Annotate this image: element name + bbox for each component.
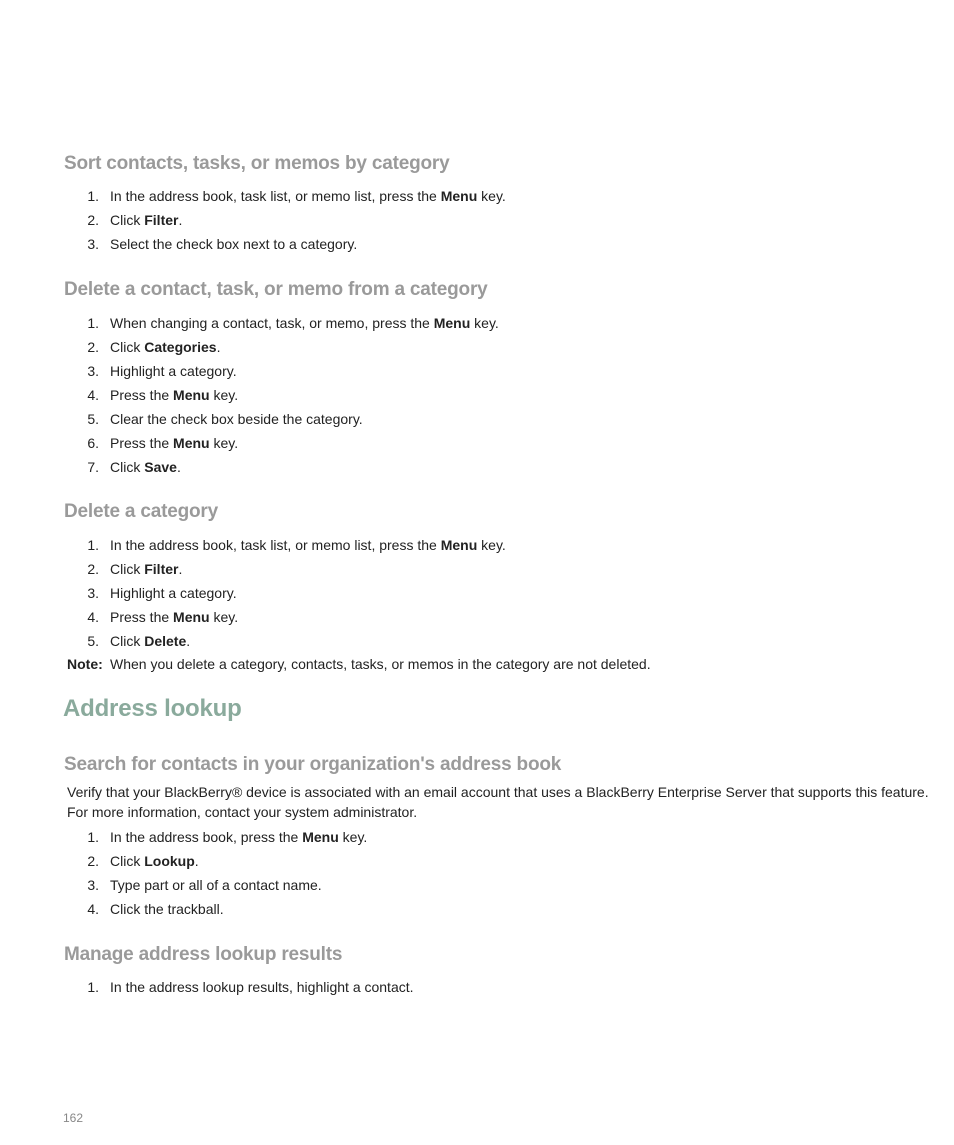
step-number: 2. — [87, 212, 99, 228]
step-number: 4. — [87, 387, 99, 403]
chapter-heading: Address lookup — [63, 695, 242, 722]
step-number: 3. — [87, 236, 99, 252]
intro-line: For more information, contact your system administrator. — [67, 804, 418, 820]
step-number: 7. — [87, 459, 99, 475]
list-item — [0, 873, 954, 897]
list-item — [0, 849, 954, 873]
list-item — [0, 455, 954, 479]
step-text: In the address book, task list, or memo list, press the Menu key. — [110, 188, 506, 204]
step-text: Click Delete. — [110, 633, 191, 649]
list-item — [0, 184, 954, 208]
list-item — [0, 605, 954, 629]
steps-list-delete-category — [0, 533, 954, 653]
section-heading-sort: Sort contacts, tasks, or memos by category — [64, 153, 450, 174]
page-number: 162 — [63, 1111, 84, 1125]
step-text: Click Filter. — [110, 212, 183, 228]
list-item — [0, 581, 954, 605]
step-text: Press the Menu key. — [110, 435, 239, 451]
step-text: Select the check box next to a category. — [110, 236, 358, 252]
steps-list-sort — [0, 184, 954, 256]
list-item — [0, 311, 954, 335]
step-text: Press the Menu key. — [110, 609, 239, 625]
step-text: Highlight a category. — [110, 363, 237, 379]
section-heading-manage: Manage address lookup results — [64, 944, 343, 965]
step-number: 1. — [87, 537, 99, 553]
step-number: 3. — [87, 877, 99, 893]
step-number: 6. — [87, 435, 99, 451]
step-text: Highlight a category. — [110, 585, 237, 601]
step-number: 5. — [87, 633, 99, 649]
section-heading-delete-from-category: Delete a contact, task, or memo from a category — [64, 279, 488, 300]
steps-list-delete-from-category — [0, 311, 954, 479]
section-heading-delete-category: Delete a category — [64, 501, 218, 522]
step-number: 2. — [87, 853, 99, 869]
step-number: 1. — [87, 829, 99, 845]
list-item — [0, 208, 954, 232]
step-number: 3. — [87, 585, 99, 601]
step-number: 2. — [87, 339, 99, 355]
list-item — [0, 629, 954, 653]
step-text: Click Categories. — [110, 339, 221, 355]
step-text: Click the trackball. — [110, 901, 224, 917]
list-item — [0, 975, 954, 999]
intro-line: Verify that your BlackBerry® device is associated with an email account that uses a BlackBerry Enterprise Server that supports this feature. — [67, 784, 929, 800]
list-item — [0, 383, 954, 407]
step-number: 4. — [87, 901, 99, 917]
list-item — [0, 335, 954, 359]
step-text: In the address book, task list, or memo list, press the Menu key. — [110, 537, 506, 553]
step-number: 3. — [87, 363, 99, 379]
step-text: When changing a contact, task, or memo, press the Menu key. — [110, 315, 499, 331]
step-text: In the address book, press the Menu key. — [110, 829, 368, 845]
step-text: Click Lookup. — [110, 853, 199, 869]
list-item — [0, 431, 954, 455]
steps-list-search — [0, 825, 954, 921]
step-number: 2. — [87, 561, 99, 577]
note-text: When you delete a category, contacts, tasks, or memos in the category are not deleted. — [110, 656, 651, 672]
list-item — [0, 557, 954, 581]
list-item — [0, 825, 954, 849]
list-item — [0, 407, 954, 431]
step-number: 5. — [87, 411, 99, 427]
step-number: 1. — [87, 315, 99, 331]
list-item — [0, 533, 954, 557]
step-text: Press the Menu key. — [110, 387, 239, 403]
step-text: Type part or all of a contact name. — [110, 877, 322, 893]
list-item — [0, 897, 954, 921]
step-text: Click Save. — [110, 459, 181, 475]
step-number: 4. — [87, 609, 99, 625]
list-item — [0, 232, 954, 256]
section-heading-search: Search for contacts in your organization's address book — [64, 754, 562, 775]
step-text: Click Filter. — [110, 561, 183, 577]
list-item — [0, 359, 954, 383]
note — [0, 652, 954, 676]
intro-paragraph — [67, 782, 927, 822]
step-number: 1. — [87, 979, 99, 995]
step-number: 1. — [87, 188, 99, 204]
step-text: Clear the check box beside the category. — [110, 411, 363, 427]
step-text: In the address lookup results, highlight a contact. — [110, 979, 414, 995]
note-label: Note: — [67, 656, 103, 672]
steps-list-manage — [0, 975, 954, 999]
